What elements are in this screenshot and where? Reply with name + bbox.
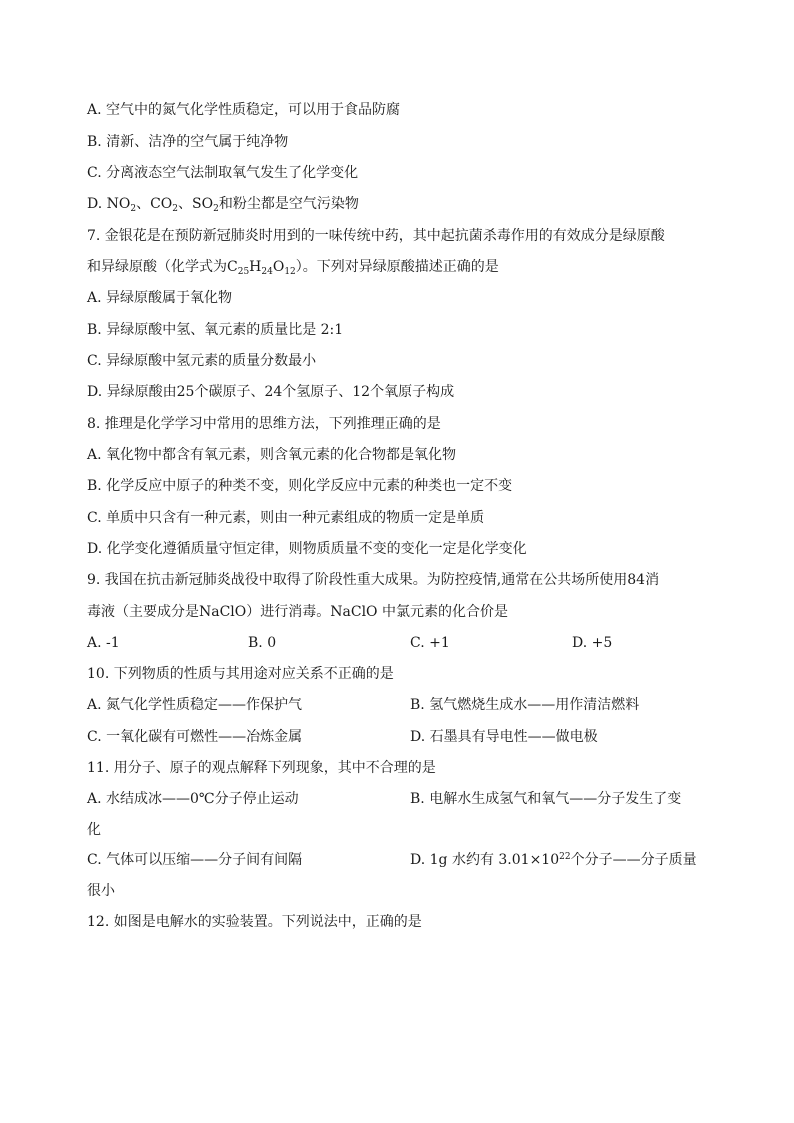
- q8-stem: 8. 推理是化学学习中常用的思维方法，下列推理正确的是: [87, 416, 441, 432]
- q6-option-b: B. 清新、洁净的空气属于纯净物: [87, 134, 289, 150]
- q7-option-d: D. 异绿原酸由25个碳原子、24个氢原子、12个氧原子构成: [87, 384, 455, 400]
- q9-option-c: C. +1: [410, 635, 450, 651]
- q7-option-b: B. 异绿原酸中氢、氧元素的质量比是 2:1: [87, 322, 344, 338]
- q11-stem: 11. 用分子、原子的观点解释下列现象，其中不合理的是: [87, 760, 436, 776]
- q6-option-a: A. 空气中的氮气化学性质稳定，可以用于食品防腐: [87, 102, 401, 118]
- q8-option-a: A. 氧化物中都含有氧元素，则含氧元素的化合物都是氧化物: [87, 447, 457, 463]
- q6-option-c: C. 分离液态空气法制取氧气发生了化学变化: [87, 165, 359, 181]
- q7-stem-line-1: 7. 金银花是在预防新冠肺炎时用到的一味传统中药，其中起抗菌杀毒作用的有效成分是绿原酸: [87, 228, 665, 244]
- q11-option-d-continued: 很小: [87, 883, 115, 899]
- q6-option-d: D. $NO_2$、$CO_2$、$SO_2$和粉尘都是空气污染物: [87, 196, 359, 214]
- q10-option-b: B. 氢气燃烧生成水——用作清洁燃料: [410, 697, 640, 713]
- q8-option-b: B. 化学反应中原子的种类不变，则化学反应中元素的种类也一定不变: [87, 478, 513, 494]
- q10-option-d: D. 石墨具有导电性——做电极: [410, 729, 598, 745]
- q10-stem: 10. 下列物质的性质与其用途对应关系不正确的是: [87, 666, 394, 682]
- q10-option-a: A. 氮气化学性质稳定——作保护气: [87, 697, 303, 713]
- q7-option-c: C. 异绿原酸中氢元素的质量分数最小: [87, 353, 317, 369]
- q9-stem-line-2: 毒液（主要成分是NaClO）进行消毒。NaClO 中氯元素的化合价是: [87, 604, 508, 620]
- q7-option-a: A. 异绿原酸属于氧化物: [87, 290, 233, 306]
- q11-option-a: A. 水结成冰——0℃分子停止运动: [87, 791, 299, 807]
- q9-option-a: A. -1: [87, 635, 120, 651]
- q10-option-c: C. 一氧化碳有可燃性——冶炼金属: [87, 729, 303, 745]
- q11-option-b-continued: 化: [87, 822, 101, 838]
- q8-option-c: C. 单质中只含有一种元素，则由一种元素组成的物质一定是单质: [87, 510, 485, 526]
- q9-stem-line-1: 9. 我国在抗击新冠肺炎战役中取得了阶段性重大成果。为防控疫情,通常在公共场所使用84消: [87, 572, 660, 588]
- q12-stem: 12. 如图是电解水的实验装置。下列说法中，正确的是: [87, 914, 422, 930]
- q11-option-d: D. 1g 水约有 $3.01\times 10^{22}$个分子——分子质量: [410, 852, 697, 868]
- q11-option-b: B. 电解水生成氢气和氧气——分子发生了变: [410, 791, 682, 807]
- q8-option-d: D. 化学变化遵循质量守恒定律，则物质质量不变的变化一定是化学变化: [87, 541, 527, 557]
- q9-option-d: D. +5: [572, 635, 613, 651]
- q9-option-b: B. 0: [248, 635, 277, 651]
- q11-option-c: C. 气体可以压缩——分子间有间隔: [87, 852, 303, 868]
- q7-stem-line-2: 和异绿原酸（化学式为$C_{25}H_{24}O_{12}$）。下列对异绿原酸描述正确的是: [87, 259, 499, 277]
